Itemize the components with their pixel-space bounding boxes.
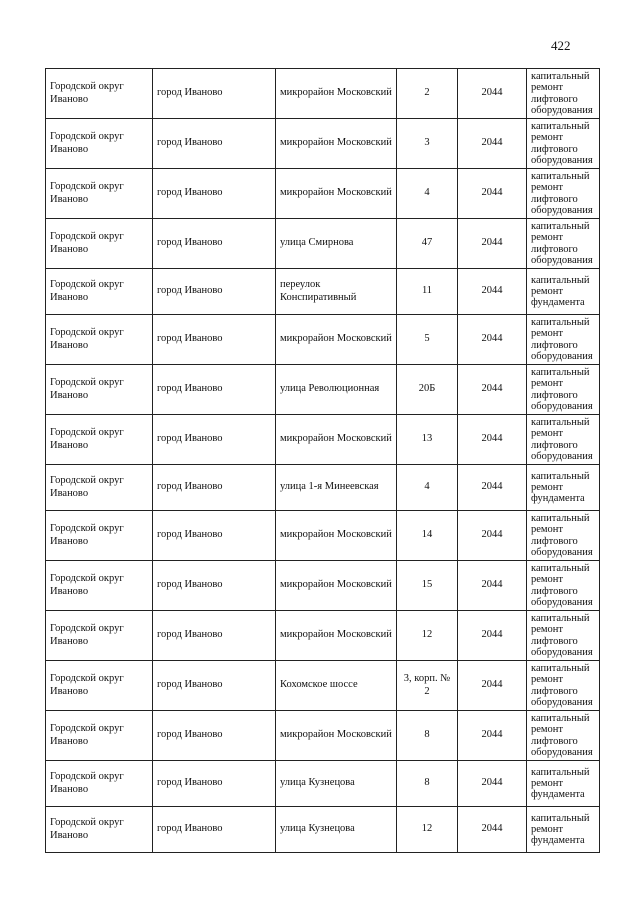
street-cell: переулок Конспиративный bbox=[276, 269, 397, 315]
work-type-cell: капитальный ремонт фундамента bbox=[527, 761, 600, 807]
street-cell: Кохомское шоссе bbox=[276, 661, 397, 711]
city-cell: город Иваново bbox=[153, 415, 276, 465]
city-cell: город Иваново bbox=[153, 807, 276, 853]
municipal-district-cell: Городской округ Иваново bbox=[46, 511, 153, 561]
year-cell: 2044 bbox=[458, 269, 527, 315]
municipal-district-cell: Городской округ Иваново bbox=[46, 561, 153, 611]
table-row bbox=[46, 169, 600, 219]
street-cell: микрорайон Московский bbox=[276, 169, 397, 219]
table-row bbox=[46, 711, 600, 761]
city-cell: город Иваново bbox=[153, 119, 276, 169]
year-cell: 2044 bbox=[458, 611, 527, 661]
house-number-cell: 20Б bbox=[397, 365, 458, 415]
house-number-cell: 8 bbox=[397, 761, 458, 807]
street-cell: улица Кузнецова bbox=[276, 807, 397, 853]
year-cell: 2044 bbox=[458, 119, 527, 169]
house-number-cell: 4 bbox=[397, 465, 458, 511]
year-cell: 2044 bbox=[458, 69, 527, 119]
year-cell: 2044 bbox=[458, 219, 527, 269]
street-cell: микрорайон Московский bbox=[276, 315, 397, 365]
municipal-district-cell: Городской округ Иваново bbox=[46, 219, 153, 269]
municipal-district-cell: Городской округ Иваново bbox=[46, 119, 153, 169]
table-row bbox=[46, 269, 600, 315]
street-cell: микрорайон Московский bbox=[276, 69, 397, 119]
municipal-district-cell: Городской округ Иваново bbox=[46, 761, 153, 807]
table-row bbox=[46, 315, 600, 365]
work-type-cell: капитальный ремонт фундамента bbox=[527, 465, 600, 511]
city-cell: город Иваново bbox=[153, 465, 276, 511]
house-number-cell: 4 bbox=[397, 169, 458, 219]
municipal-district-cell: Городской округ Иваново bbox=[46, 611, 153, 661]
year-cell: 2044 bbox=[458, 415, 527, 465]
house-number-cell: 12 bbox=[397, 611, 458, 661]
table-row bbox=[46, 661, 600, 711]
city-cell: город Иваново bbox=[153, 69, 276, 119]
year-cell: 2044 bbox=[458, 807, 527, 853]
city-cell: город Иваново bbox=[153, 711, 276, 761]
house-number-cell: 47 bbox=[397, 219, 458, 269]
city-cell: город Иваново bbox=[153, 561, 276, 611]
street-cell: микрорайон Московский bbox=[276, 511, 397, 561]
work-type-cell: капитальный ремонт лифтового оборудования bbox=[527, 561, 600, 611]
house-number-cell: 3, корп. № 2 bbox=[397, 661, 458, 711]
work-type-cell: капитальный ремонт лифтового оборудования bbox=[527, 69, 600, 119]
table-row bbox=[46, 611, 600, 661]
municipal-district-cell: Городской округ Иваново bbox=[46, 465, 153, 511]
city-cell: город Иваново bbox=[153, 661, 276, 711]
house-number-cell: 11 bbox=[397, 269, 458, 315]
house-number-cell: 8 bbox=[397, 711, 458, 761]
table-row bbox=[46, 119, 600, 169]
city-cell: город Иваново bbox=[153, 269, 276, 315]
table-row bbox=[46, 365, 600, 415]
street-cell: улица 1-я Минеевская bbox=[276, 465, 397, 511]
work-type-cell: капитальный ремонт фундамента bbox=[527, 269, 600, 315]
municipal-district-cell: Городской округ Иваново bbox=[46, 415, 153, 465]
table-row bbox=[46, 465, 600, 511]
year-cell: 2044 bbox=[458, 365, 527, 415]
house-number-cell: 2 bbox=[397, 69, 458, 119]
municipal-district-cell: Городской округ Иваново bbox=[46, 315, 153, 365]
work-type-cell: капитальный ремонт фундамента bbox=[527, 807, 600, 853]
municipal-district-cell: Городской округ Иваново bbox=[46, 169, 153, 219]
table-body bbox=[46, 69, 600, 853]
city-cell: город Иваново bbox=[153, 315, 276, 365]
table-row bbox=[46, 807, 600, 853]
municipal-district-cell: Городской округ Иваново bbox=[46, 661, 153, 711]
street-cell: микрорайон Московский bbox=[276, 561, 397, 611]
municipal-district-cell: Городской округ Иваново bbox=[46, 807, 153, 853]
table-row bbox=[46, 415, 600, 465]
year-cell: 2044 bbox=[458, 169, 527, 219]
house-number-cell: 13 bbox=[397, 415, 458, 465]
table-row bbox=[46, 511, 600, 561]
page-number: 422 bbox=[551, 38, 571, 53]
work-type-cell: капитальный ремонт лифтового оборудования bbox=[527, 711, 600, 761]
table-row bbox=[46, 561, 600, 611]
house-number-cell: 12 bbox=[397, 807, 458, 853]
house-number-cell: 5 bbox=[397, 315, 458, 365]
street-cell: микрорайон Московский bbox=[276, 415, 397, 465]
work-type-cell: капитальный ремонт лифтового оборудования bbox=[527, 219, 600, 269]
table-row bbox=[46, 219, 600, 269]
street-cell: микрорайон Московский bbox=[276, 119, 397, 169]
work-type-cell: капитальный ремонт лифтового оборудования bbox=[527, 415, 600, 465]
housing-repair-table bbox=[45, 68, 600, 853]
street-cell: улица Смирнова bbox=[276, 219, 397, 269]
year-cell: 2044 bbox=[458, 561, 527, 611]
city-cell: город Иваново bbox=[153, 365, 276, 415]
city-cell: город Иваново bbox=[153, 169, 276, 219]
year-cell: 2044 bbox=[458, 761, 527, 807]
city-cell: город Иваново bbox=[153, 511, 276, 561]
table-row bbox=[46, 761, 600, 807]
municipal-district-cell: Городской округ Иваново bbox=[46, 69, 153, 119]
city-cell: город Иваново bbox=[153, 611, 276, 661]
work-type-cell: капитальный ремонт лифтового оборудования bbox=[527, 661, 600, 711]
work-type-cell: капитальный ремонт лифтового оборудования bbox=[527, 169, 600, 219]
street-cell: улица Революционная bbox=[276, 365, 397, 415]
year-cell: 2044 bbox=[458, 315, 527, 365]
work-type-cell: капитальный ремонт лифтового оборудования bbox=[527, 119, 600, 169]
street-cell: микрорайон Московский bbox=[276, 611, 397, 661]
city-cell: город Иваново bbox=[153, 761, 276, 807]
municipal-district-cell: Городской округ Иваново bbox=[46, 711, 153, 761]
municipal-district-cell: Городской округ Иваново bbox=[46, 269, 153, 315]
street-cell: микрорайон Московский bbox=[276, 711, 397, 761]
house-number-cell: 14 bbox=[397, 511, 458, 561]
year-cell: 2044 bbox=[458, 711, 527, 761]
work-type-cell: капитальный ремонт лифтового оборудования bbox=[527, 365, 600, 415]
table-row bbox=[46, 69, 600, 119]
house-number-cell: 3 bbox=[397, 119, 458, 169]
house-number-cell: 15 bbox=[397, 561, 458, 611]
work-type-cell: капитальный ремонт лифтового оборудования bbox=[527, 611, 600, 661]
municipal-district-cell: Городской округ Иваново bbox=[46, 365, 153, 415]
street-cell: улица Кузнецова bbox=[276, 761, 397, 807]
year-cell: 2044 bbox=[458, 661, 527, 711]
year-cell: 2044 bbox=[458, 465, 527, 511]
work-type-cell: капитальный ремонт лифтового оборудования bbox=[527, 511, 600, 561]
city-cell: город Иваново bbox=[153, 219, 276, 269]
year-cell: 2044 bbox=[458, 511, 527, 561]
work-type-cell: капитальный ремонт лифтового оборудования bbox=[527, 315, 600, 365]
